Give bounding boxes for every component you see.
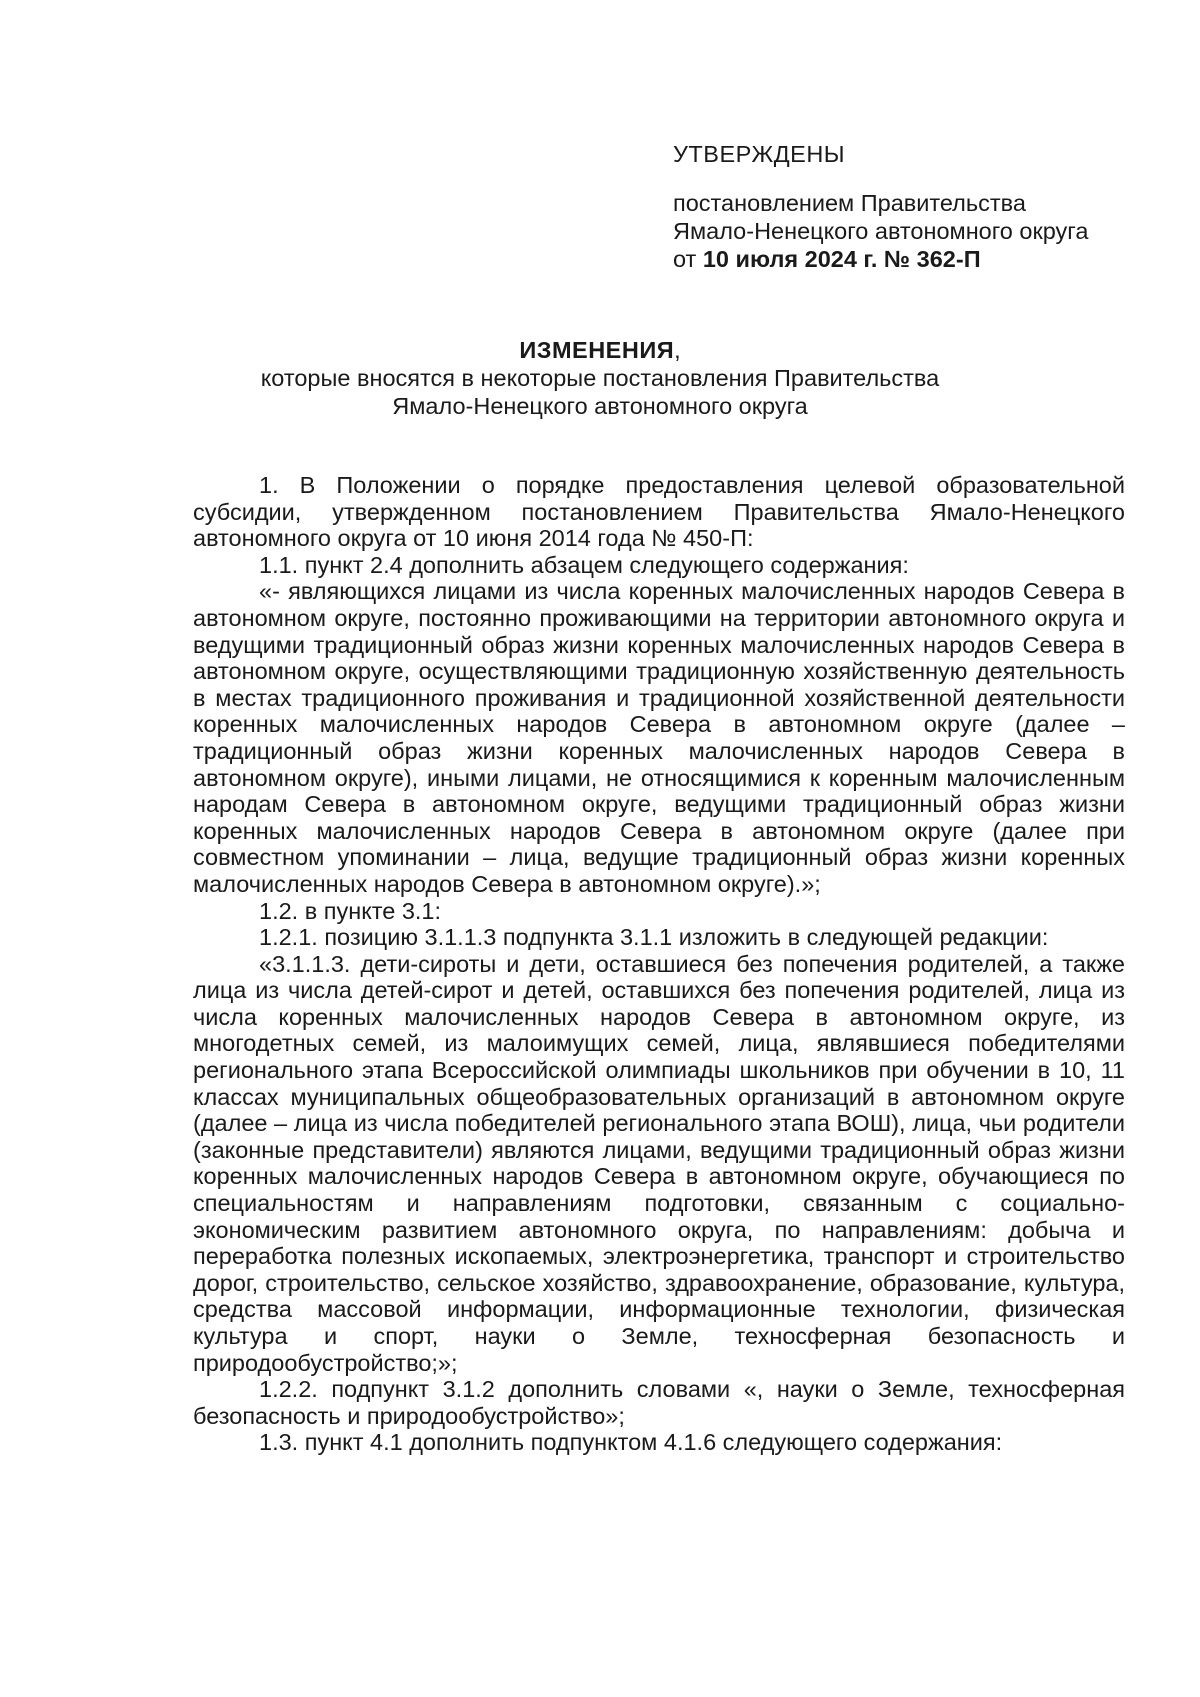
heading-title: ИЗМЕНЕНИЯ <box>519 337 675 363</box>
approval-date-prefix: от <box>673 246 703 272</box>
paragraph: 1. В Положении о порядке предоставления целевой образовательной субсидии, утвержденном постановлением Правительства Ямало-Ненецкого автономного округа от 10 июня 2014 года № 450-П: <box>193 472 1125 552</box>
paragraph: «- являющихся лицами из числа коренных малочисленных народов Севера в автономном округе, постоянно проживающими на территории автономного округа и ведущими традиционный образ жизни коренных малочисленных народов Севера в автономном округе, осуществляющими традиционную хозяйственную деятельность в местах традиционного проживания и традиционной хозяйственной деятельности коренных малочисленных народов Севера в автономном округе (далее – традиционный образ жизни коренных малочисленных народов Севера в автономном округе), иными лицами, не относящимися к коренным малочисленным народам Севера в автономном округе, ведущими традиционный образ жизни коренных малочисленных народов Севера в автономном округе (далее при совместном упоминании – лица, ведущие традиционный образ жизни коренных малочисленных народов Севера в автономном округе).»; <box>193 578 1125 897</box>
approval-title: УТВЕРЖДЕНЫ <box>673 141 846 167</box>
heading-title-suffix: , <box>674 337 681 363</box>
paragraph: 1.2. в пункте 3.1: <box>259 897 442 924</box>
approval-date-line <box>673 245 1133 273</box>
paragraph: 1.1. пункт 2.4 дополнить абзацем следующего содержания: <box>259 551 909 578</box>
document-body <box>193 472 1125 1456</box>
approval-line-1: постановлением Правительства <box>673 190 1026 216</box>
heading-title-line <box>0 336 1200 364</box>
heading-subtitle-line-1: которые вносятся в некоторые постановления Правительства <box>260 365 940 391</box>
approval-date-value: 10 июля 2024 г. № 362-П <box>702 246 981 272</box>
approval-stamp <box>673 140 1133 273</box>
document-heading <box>0 336 1200 420</box>
paragraph: 1.2.2. подпункт 3.1.2 дополнить словами «, науки о Земле, техносферная безопасность и природообустройство»; <box>193 1376 1125 1429</box>
paragraph: 1.3. пункт 4.1 дополнить подпунктом 4.1.6 следующего содержания: <box>259 1429 1003 1456</box>
heading-subtitle-line-2: Ямало-Ненецкого автономного округа <box>392 393 808 419</box>
paragraph: «3.1.1.3. дети-сироты и дети, оставшиеся без попечения родителей, а также лица из числа детей-сирот и детей, оставшихся без попечения родителей, лица из числа коренных малочисленных народов Севера в автономном округе, из многодетных семей, из малоимущих семей, лица, являвшиеся победителями регионального этапа Всероссийской олимпиады школьников при обучении в 10, 11 классах муниципальных общеобразовательных организаций в автономном округе (далее – лица из числа победителей регионального этапа ВОШ), лица, чьи родители (законные представители) являются лицами, ведущими традиционный образ жизни коренных малочисленных народов Севера в автономном округе, обучающиеся по специальностям и направлениям подготовки, связанным с социально-экономическим развитием автономного округа, по направлениям: добыча и переработка полезных ископаемых, электроэнергетика, транспорт и строительство дорог, строительство, сельское хозяйство, здравоохранение, образование, культура, средства массовой информации, информационные технологии, физическая культура и спорт, науки о Земле, техносферная безопасность и природообустройство;»; <box>193 950 1125 1376</box>
approval-line-2: Ямало-Ненецкого автономного округа <box>673 218 1089 244</box>
paragraph: 1.2.1. позицию 3.1.1.3 подпункта 3.1.1 изложить в следующей редакции: <box>259 924 1049 951</box>
